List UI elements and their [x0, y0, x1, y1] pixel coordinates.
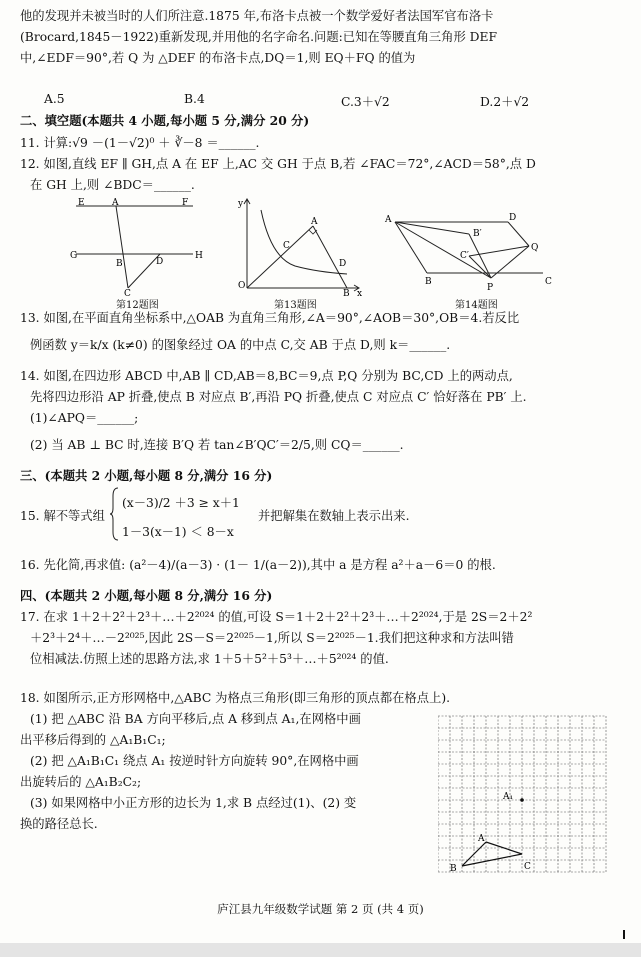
label-c: C: [283, 241, 290, 251]
question-13-line: 13. 如图,在平面直角坐标系中,△OAB 为直角三角形,∠A＝90°,∠AOB＝30°,OB＝4.若反比: [20, 311, 520, 325]
bottom-bar: [0, 943, 641, 957]
label-a: A: [112, 198, 119, 208]
label-c-prime: C′: [460, 251, 469, 261]
question-14-part-1: (1)∠APQ＝______;: [30, 411, 139, 425]
question-15-label: 15. 解不等式组: [20, 509, 105, 523]
label-e: E: [78, 198, 85, 208]
figure-13: [235, 196, 365, 296]
label-y: y: [238, 199, 244, 209]
label-a: A: [311, 217, 318, 227]
question-15-tail: 并把解集在数轴上表示出来.: [258, 509, 410, 523]
label-a1: A₁: [503, 792, 514, 802]
question-18-line: 出平移后得到的 △A₁B₁C₁;: [20, 733, 166, 747]
question-18-line: (2) 把 △A₁B₁C₁ 绕点 A₁ 按逆时针方向旋转 90°,在网格中画: [30, 754, 359, 768]
question-18-line: 出旋转后的 △A₁B₂C₂;: [20, 775, 142, 789]
page-footer: 庐江县九年级数学试题 第 2 页 (共 4 页): [217, 902, 424, 916]
brace-icon: [110, 486, 120, 542]
question-16: 16. 先化简,再求值: (a²－4)/(a－3) · (1－ 1/(a－2)),其中 a 是方程 a²＋a－6＝0 的根.: [20, 558, 496, 572]
question-14-part-2: (2) 当 AB ⊥ BC 时,连接 B′Q 若 tan∠B′QC′＝2/5,则 CQ＝______.: [30, 438, 404, 452]
label-d: D: [156, 257, 164, 267]
label-a: A: [478, 834, 485, 844]
inequality-1: (x－3)/2 ＋3 ≥ x＋1: [122, 496, 240, 510]
choice-d: D.2＋√2: [480, 95, 530, 109]
label-c: C: [545, 277, 552, 287]
page-mark: [623, 930, 625, 939]
text-line: 他的发现并未被当时的人们所注意.1875 年,布洛卡点被一个数学爱好者法国军官布洛卡: [20, 9, 494, 23]
text-line: (Brocard,1845－1922)重新发现,并用他的名字命名.问题:已知在等腰直角三角形 DEF: [20, 30, 498, 44]
choice-b: B.4: [184, 92, 205, 106]
figure-14: [383, 208, 573, 298]
label-c: C: [124, 289, 131, 296]
label-b-prime: B′: [473, 229, 482, 239]
question-14-line: 14. 如图,在四边形 ABCD 中,AB ∥ CD,AB＝8,BC＝9,点 P,Q 分别为 BC,CD 上的两动点,: [20, 369, 513, 383]
label-o: O: [238, 281, 246, 291]
figure-14-caption: 第14题图: [455, 300, 498, 311]
label-g: G: [70, 251, 78, 261]
label-x: x: [357, 289, 363, 296]
question-14-line: 先将四边形沿 AP 折叠,使点 B 对应点 B′,再沿 PQ 折叠,使点 C 对应点 C′ 恰好落在 PB′ 上.: [30, 390, 527, 404]
choice-c: C.3＋√2: [341, 95, 390, 109]
question-18-line: (3) 如果网格中小正方形的边长为 1,求 B 点经过(1)、(2) 变: [30, 796, 357, 810]
figure-13-caption: 第13题图: [274, 300, 317, 311]
choice-a: A.5: [44, 92, 65, 106]
inequality-2: 1－3(x－1) ＜ 8－x: [122, 525, 234, 539]
label-b: B: [425, 277, 432, 287]
label-f: F: [182, 198, 189, 208]
question-18-line: (1) 把 △ABC 沿 BA 方向平移后,点 A 移到点 A₁,在网格中画: [30, 712, 361, 726]
label-q: Q: [531, 243, 539, 253]
label-b: B: [450, 864, 457, 874]
figure-12-caption: 第12题图: [116, 300, 159, 311]
section-title: 二、填空题(本题共 4 小题,每小题 5 分,满分 20 分): [20, 113, 310, 128]
label-d: D: [509, 213, 517, 223]
label-c: C: [524, 862, 531, 872]
question-13-line: 例函数 y＝k/x (k≠0) 的图象经过 OA 的中点 C,交 AB 于点 D,则 k＝______.: [30, 338, 451, 352]
question-12-line: 在 GH 上,则 ∠BDC＝______.: [30, 178, 195, 192]
question-17-line: ＋2³＋2⁴＋…－2²⁰²⁵,因此 2S－S＝2²⁰²⁵－1,所以 S＝2²⁰²⁵－1.我们把这种求和方法叫错: [30, 631, 514, 645]
question-18-line: 换的路径总长.: [20, 817, 98, 831]
question-11: 11. 计算:√9 －(1－√2)⁰ ＋ ∛－8 ＝______.: [20, 136, 260, 150]
question-17-line: 17. 在求 1＋2＋2²＋2³＋…＋2²⁰²⁴ 的值,可设 S＝1＋2＋2²＋2³＋…＋2²⁰²⁴,于是 2S＝2＋2²: [20, 610, 533, 624]
figure-18-grid: [438, 713, 614, 875]
label-a: A: [385, 215, 392, 225]
text-line: 中,∠EDF＝90°,若 Q 为 △DEF 的布洛卡点,DQ＝1,则 EQ＋FQ 的值为: [20, 51, 416, 65]
label-b: B: [116, 259, 123, 269]
question-17-line: 位相减法.仿照上述的思路方法,求 1＋5＋5²＋5³＋…＋5²⁰²⁴ 的值.: [30, 652, 389, 666]
question-18-line: 18. 如图所示,正方形网格中,△ABC 为格点三角形(即三角形的顶点都在格点上).: [20, 691, 451, 705]
label-h: H: [195, 251, 203, 261]
figure-12: [68, 196, 208, 296]
section-title: 四、(本题共 2 小题,每小题 8 分,满分 16 分): [20, 588, 273, 603]
label-d: D: [339, 259, 347, 269]
question-12-line: 12. 如图,直线 EF ∥ GH,点 A 在 EF 上,AC 交 GH 于点 B,若 ∠FAC＝72°,∠ACD＝58°,点 D: [20, 157, 536, 171]
label-b: B: [343, 289, 350, 296]
label-p: P: [487, 283, 494, 293]
section-title: 三、(本题共 2 小题,每小题 8 分,满分 16 分): [20, 468, 273, 483]
